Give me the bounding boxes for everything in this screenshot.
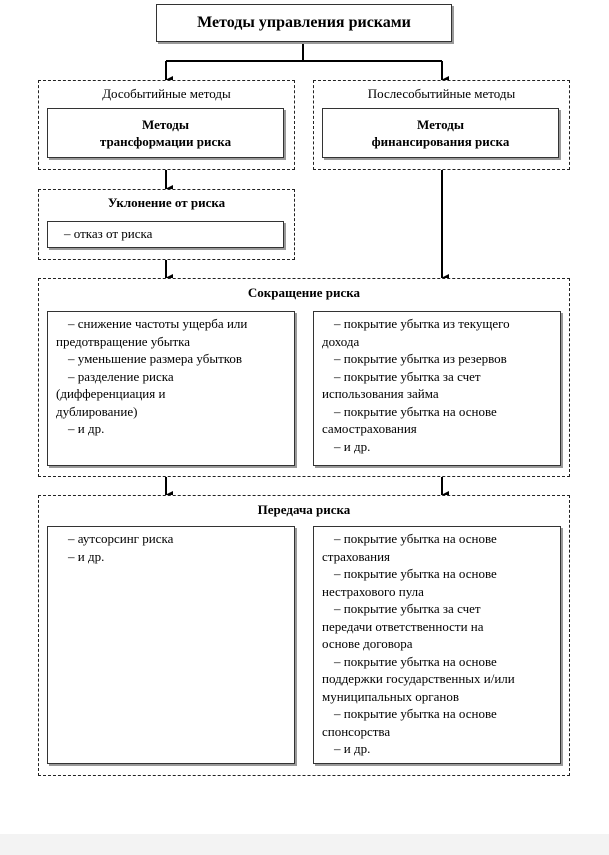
- financing-methods-box: [322, 108, 559, 158]
- list-item: – покрытие убытка на основе: [334, 531, 497, 546]
- list-item: (дифференциация и: [56, 386, 166, 401]
- list-item: – покрытие убытка на основе: [334, 653, 497, 669]
- list-item: – уменьшение размера убытков: [68, 351, 243, 366]
- transfer-transformation-list: [47, 526, 295, 764]
- list-item: – покрытие убытка за счет: [334, 368, 481, 384]
- list-item: спонсорства: [322, 723, 391, 739]
- list-item: – покрытие убытка из резервов: [334, 351, 507, 366]
- avoidance-title: Уклонение от риска: [107, 195, 226, 210]
- list-item: – и др.: [334, 741, 371, 756]
- list-item: страхования: [322, 548, 391, 564]
- diagram-title-text: Методы управления рисками: [197, 14, 411, 31]
- transfer-title: Передача риска: [257, 502, 351, 517]
- list-item: – покрытие убытка на основе: [334, 403, 497, 419]
- reduction-transformation-list: [47, 311, 295, 466]
- list-item: поддержки государственных и/или: [322, 671, 515, 686]
- transformation-methods-box: [47, 108, 284, 158]
- list-item: нестрахового пула: [322, 583, 424, 599]
- avoidance-list: [47, 221, 284, 248]
- reduction-financing-list: [313, 311, 561, 466]
- list-item: самострахования: [322, 421, 417, 436]
- transformation-methods-line2: трансформации риска: [99, 134, 232, 149]
- diagram-title: [156, 4, 452, 42]
- pre-event-label: Дособытийные методы: [102, 86, 231, 101]
- list-item: – и др.: [334, 438, 371, 454]
- list-item: дохода: [322, 333, 360, 349]
- list-item: передачи ответственности на: [322, 618, 484, 634]
- list-item: – покрытие убытка на основе: [334, 706, 497, 721]
- list-item: – и др.: [68, 421, 105, 436]
- financing-methods-line2: финансирования риска: [371, 134, 510, 149]
- avoidance-item: – отказ от риска: [64, 226, 153, 241]
- list-item: использования займа: [322, 386, 439, 401]
- list-item: предотвращение убытка: [56, 333, 191, 349]
- list-item: основе договора: [322, 636, 413, 651]
- list-item: – покрытие убытка из текущего: [334, 316, 510, 331]
- list-item: дублирование): [56, 403, 138, 419]
- list-item: – разделение риска: [68, 368, 174, 384]
- list-item: – снижение частоты ущерба или: [68, 316, 248, 331]
- post-event-label: Послесобытийные методы: [367, 86, 516, 101]
- transformation-methods-line1: Методы: [142, 117, 189, 132]
- list-item: муниципальных органов: [322, 688, 459, 704]
- financing-methods-line1: Методы: [417, 117, 464, 132]
- list-item: – покрытие убытка за счет: [334, 601, 481, 616]
- list-item: – аутсорсинг риска: [68, 531, 174, 546]
- list-item: – и др.: [68, 548, 105, 564]
- reduction-title: Сокращение риска: [247, 285, 361, 300]
- transfer-financing-list: [313, 526, 561, 764]
- list-item: – покрытие убытка на основе: [334, 566, 497, 581]
